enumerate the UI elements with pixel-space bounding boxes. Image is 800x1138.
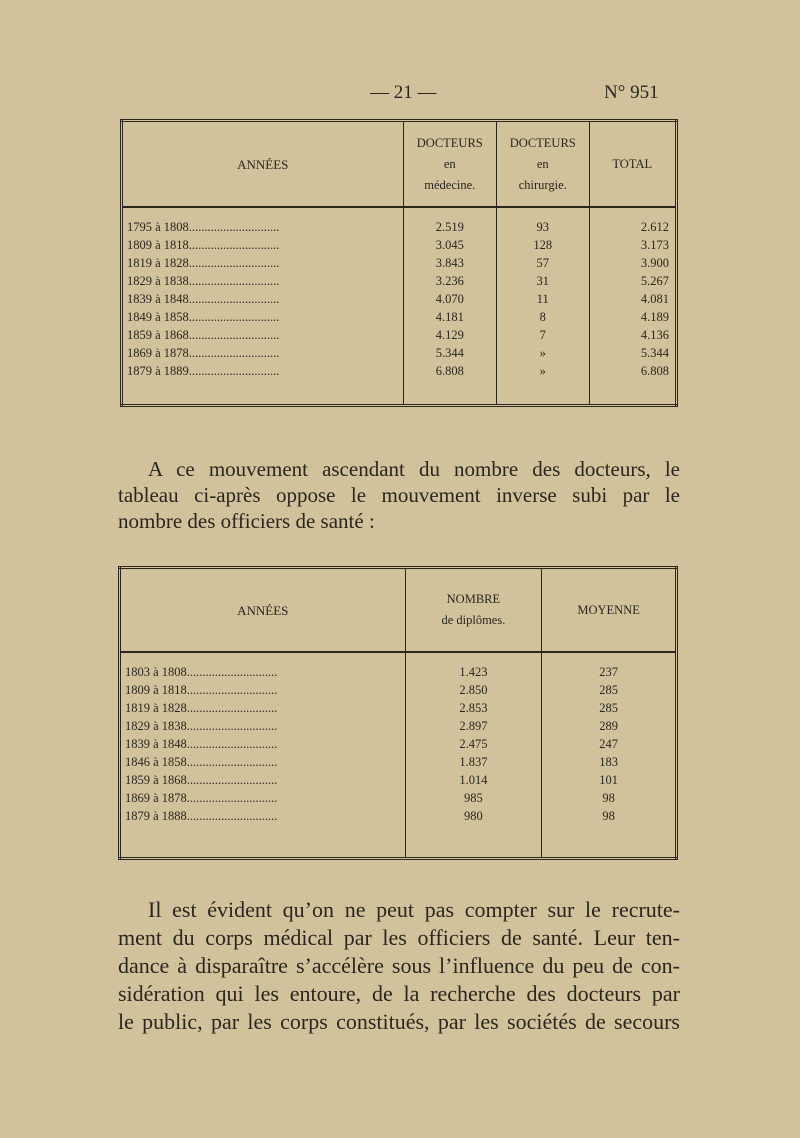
doctors-table [120,119,678,407]
intro-paragraph [118,456,680,534]
table-row: 1819 à 1828............................. 3.843 57 3.900 [122,254,677,272]
paragraph-line: nombre des officiers de santé : [118,509,375,533]
col-header-years: ANNÉES [237,156,289,172]
page-number: — 21 — [370,82,437,103]
health-officers-table [118,566,678,860]
doctors-table-header [122,121,677,208]
table-row: 1809 à 1818............................. 3.045 128 3.173 [122,236,677,254]
paragraph-line: sidération qui les entoure, de la recherche des docteurs par [118,981,680,1006]
table-row: 1859 à 1868............................. 4.129 7 4.136 [122,326,677,344]
table-row: 1869 à 1878............................. 985 98 [120,789,677,807]
table-row: 1839 à 1848............................. 4.070 11 4.081 [122,290,677,308]
page-header [0,82,800,106]
conclusion-paragraph [118,896,680,1036]
table-row: 1829 à 1838............................. 2.897 289 [120,717,677,735]
col-header-total: TOTAL [589,121,676,208]
col-header-count: NOMBRE de diplômes. [405,568,542,653]
table-row: 1809 à 1818............................. 2.850 285 [120,681,677,699]
table-row: 1819 à 1828............................. 2.853 285 [120,699,677,717]
table-row: 1839 à 1848............................. 2.475 247 [120,735,677,753]
paragraph-line: dance à disparaître s’accélère sous l’influence du peu de con- [118,953,680,978]
paragraph-line: tableau ci-après oppose le mouvement inverse subi par le [118,483,680,507]
col-header-medicine: DOCTEURS en médecine. [403,121,497,208]
table-row: 1846 à 1858............................. 1.837 183 [120,753,677,771]
table-row: 1795 à 1808............................. 2.519 93 2.612 [122,218,677,236]
paragraph-line: Il est évident qu’on ne peut pas compter sur le recrute- [148,897,680,922]
table-row: 1859 à 1868............................. 1.014 101 [120,771,677,789]
col-header-years: ANNÉES [237,602,289,618]
document-number: N° 951 [604,82,659,103]
table-row: 1879 à 1889............................. 6.808 » 6.808 [122,362,677,380]
paragraph-line: le public, par les corps constitués, par les sociétés de secours [118,1009,680,1034]
table-row: 1829 à 1838............................. 3.236 31 5.267 [122,272,677,290]
table-row: 1869 à 1878............................. 5.344 » 5.344 [122,344,677,362]
health-officers-table-header [120,568,677,653]
table-row: 1879 à 1888............................. 980 98 [120,807,677,825]
paragraph-line: ment du corps médical par les officiers de santé. Leur ten- [118,925,680,950]
table-row: 1849 à 1858............................. 4.181 8 4.189 [122,308,677,326]
col-header-surgery: DOCTEURS en chirurgie. [497,121,590,208]
col-header-average: MOYENNE [542,568,677,653]
table-row: 1803 à 1808............................. 1.423 237 [120,663,677,681]
paragraph-line: A ce mouvement ascendant du nombre des docteurs, le [148,457,680,481]
